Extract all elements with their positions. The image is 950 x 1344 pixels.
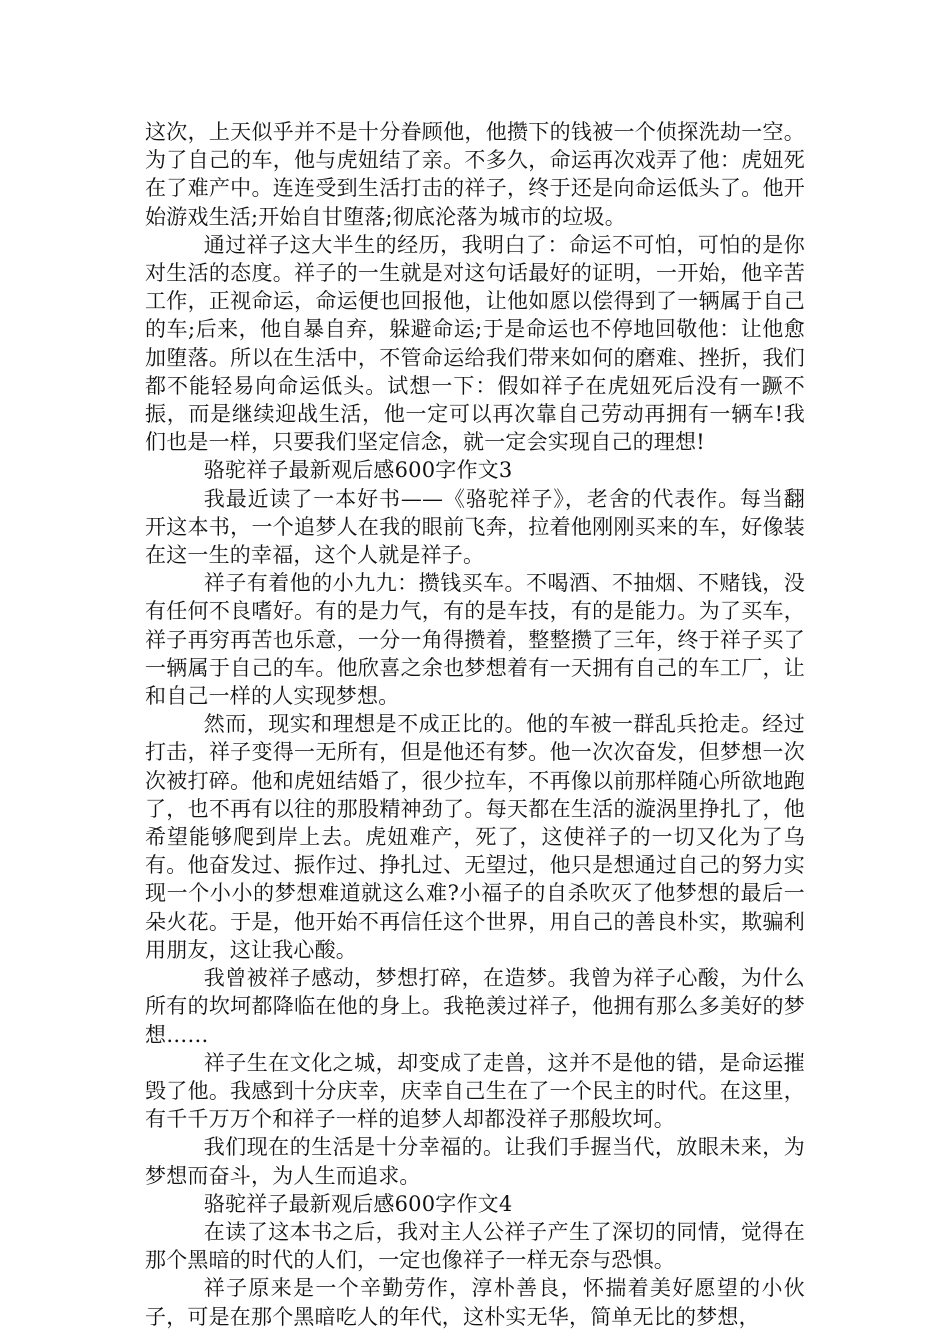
paragraph: 通过祥子这大半生的经历，我明白了：命运不可怕，可怕的是你对生活的态度。祥子的一生就是对这句话最好的证明，一开始，他辛苦工作，正视命运，命运便也回报他，让他如愿以偿得到了一辆属于自己的车;后来，他自暴自弃，躲避命运;于是命运也不停地回敬他：让他愈加堕落。所以在生活中，不管命运给我们带来如何的磨难、挫折，我们都不能轻易向命运低头。试想一下：假如祥子在虎妞死后没有一蹶不振，而是继续迎战生活，他一定可以再次靠自己劳动再拥有一辆车!我们也是一样，只要我们坚定信念，就一定会实现自己的理想! (145, 232, 805, 455)
paragraph: 这次，上天似乎并不是十分眷顾他，他攒下的钱被一个侦探洗劫一空。为了自己的车，他与虎妞结了亲。不多久，命运再次戏弄了他：虎妞死在了难产中。连连受到生活打击的祥子，终于还是向命运低头了。他开始游戏生活;开始自甘堕落;彻底沦落为城市的垃圾。 (145, 120, 805, 229)
paragraph: 我曾被祥子感动，梦想打碎，在造梦。我曾为祥子心酸，为什么所有的坎坷都降临在他的身上。我艳羡过祥子，他拥有那么多美好的梦想…… (145, 966, 805, 1047)
paragraph: 我最近读了一本好书——《骆驼祥子》，老舍的代表作。每当翻开这本书，一个追梦人在我的眼前飞奔，拉着他刚刚买来的车，好像装在这一生的幸福，这个人就是祥子。 (145, 486, 805, 568)
paragraph: 祥子有着他的小九九：攒钱买车。不喝酒、不抽烟、不赌钱，没有任何不良嗜好。有的是力气，有的是车技，有的是能力。为了买车，祥子再穷再苦也乐意，一分一角得攒着，整整攒了三年，终于祥子买了一辆属于自己的车。他欣喜之余也梦想着有一天拥有自己的车工厂，让和自己一样的人实现梦想。 (145, 571, 805, 709)
section-heading: 骆驼祥子最新观后感600字作文3 (203, 458, 513, 483)
paragraph: 祥子原来是一个辛勤劳作，淳朴善良，怀揣着美好愿望的小伙子，可是在那个黑暗吃人的年代，这朴实无华，简单无比的梦想， (145, 1276, 805, 1329)
paragraph: 祥子生在文化之城，却变成了走兽，这并不是他的错，是命运摧毁了他。我感到十分庆幸，庆幸自己生在了一个民主的时代。在这里，有千千万万个和祥子一样的追梦人却都没祥子那般坎坷。 (145, 1050, 805, 1132)
paragraph: 然而，现实和理想是不成正比的。他的车被一群乱兵抢走。经过打击，祥子变得一无所有，但是他还有梦。他一次次奋发，但梦想一次次被打碎。他和虎妞结婚了，很少拉车，不再像以前那样随心所欲地跑了，也不再有以往的那股精神劲了。每天都在生活的漩涡里挣扎了，他希望能够爬到岸上去。虎妞难产，死了，这使祥子的一切又化为了乌有。他奋发过、振作过、挣扎过、无望过，他只是想通过自己的努力实现一个小小的梦想难道就这么难?小福子的自杀吹灭了他梦想的最后一朵火花。于是，他开始不再信任这个世界，用自己的善良朴实，欺骗利用朋友，这让我心酸。 (145, 712, 805, 962)
paragraph: 在读了这本书之后，我对主人公祥子产生了深切的同情，觉得在那个黑暗的时代的人们，一定也像祥子一样无奈与恐惧。 (145, 1219, 805, 1273)
document-page (145, 118, 805, 1331)
paragraph: 我们现在的生活是十分幸福的。让我们手握当代，放眼未来，为梦想而奋斗，为人生而追求。 (145, 1135, 805, 1188)
section-heading: 骆驼祥子最新观后感600字作文4 (203, 1191, 513, 1216)
